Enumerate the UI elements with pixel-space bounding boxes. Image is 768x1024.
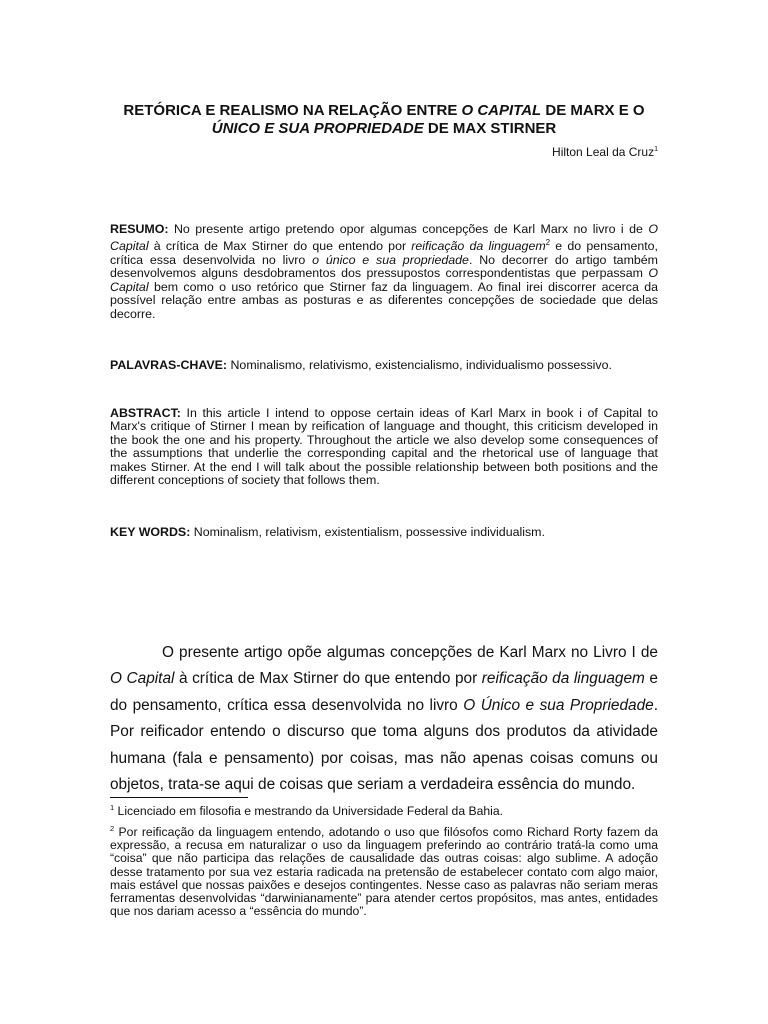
body-italic: O Único e sua Propriedade — [463, 696, 654, 714]
title-italic: ÚNICO E SUA PROPRIEDADE — [211, 120, 424, 137]
abstract-section — [110, 407, 658, 487]
resumo-text: bem como o uso retórico que Stirner faz da linguagem. Ao final irei discorrer acerca da possível relação entre ambas as posturas e as diferentes concepções de sociedade que delas decorre. — [110, 279, 658, 321]
footnote-mark: 2 — [110, 824, 115, 833]
resumo-text: . No decorrer do artigo também desenvolvemos alguns desdobramentos dos pressupostos correspondentistas que perpassam — [110, 252, 659, 281]
title-text: DE MAX STIRNER — [423, 120, 557, 137]
key-words-text: Nominalism, relativism, existentialism, possessive individualism. — [190, 525, 545, 539]
resumo-text: No presente artigo pretendo opor algumas concepções de Karl Marx no livro i de — [168, 222, 649, 236]
footnote-ref: 1 — [654, 146, 658, 153]
body-text: e do pensamento, crítica essa desenvolvida no livro — [110, 670, 658, 714]
body-italic: O Capital — [110, 670, 175, 688]
resumo-text: e do pensamento, crítica essa desenvolvida no livro — [110, 239, 658, 267]
footnote-text: Por reificação da linguagem entendo, adotando o uso que filósofos como Richard Rorty fazem da expressão, a recusa em naturalizar o uso da linguagem preferindo ao contrário tratá-la como uma “coisa” que não participa das relações de causalidade das outras coisas: algo sublime. A adoção desse tratamento por sua vez estaria radicada na pretensão de estabelecer contato com algo maior, mais estável que nossas paixões e desejos contingentes. Nesse caso as palavras não seriam meras ferramentas desenvolvidas “darwinianamente” para atender certos propósitos, mas antes, entidades que nos dariam acesso a “essência do mundo”. — [110, 825, 658, 919]
body-text: O presente artigo opõe algumas concepções de Karl Marx no Livro I de — [162, 644, 658, 661]
body-text: à crítica de Max Stirner do que entendo por — [174, 670, 482, 688]
resumo-section — [110, 223, 658, 321]
abstract-label: ABSTRACT: — [110, 406, 181, 420]
body-italic: reificação da linguagem — [481, 670, 645, 688]
title-text: RETÓRICA E REALISMO NA RELAÇÃO ENTRE — [123, 102, 462, 119]
footnote-mark: 1 — [110, 803, 115, 812]
resumo-text: à crítica de Max Stirner do que entendo por — [148, 239, 412, 254]
title-line-1 — [100, 102, 668, 120]
resumo-label: RESUMO: — [110, 222, 169, 236]
footnote-ref: 2 — [545, 238, 551, 248]
title-text: DE MARX E O — [541, 102, 645, 119]
palavras-chave-text: Nominalismo, relativismo, existencialismo, individualismo possessivo. — [227, 358, 612, 372]
document-title — [100, 102, 668, 138]
resumo-italic: reificação da linguagem — [411, 239, 546, 254]
body-text: . Por reificador entendo o discurso que toma alguns dos produtos da atividade humana (fala e pensamento) por coisas, mas não apenas coisas comuns ou objetos, trata-se aqui de coisas que seriam a verdadeira essência do mundo. — [110, 696, 658, 794]
footnote-1 — [110, 801, 658, 818]
title-italic: O CAPITAL — [461, 102, 542, 119]
key-words-label: KEY WORDS: — [110, 525, 191, 539]
resumo-italic: o único e sua propriedade — [312, 252, 469, 267]
footnote-divider — [110, 797, 248, 798]
abstract-text: In this article I intend to oppose certain ideas of Karl Marx in book i of Capital to Marx's critique of Stirner I mean by reification of language and thought, this criticism developed in the book the one and his property. Throughout the article we also develop some consequences of the assumptions that underlie the corresponding capital and the rhetorical use of language that makes Stirner. At the end I will talk about the possible relationship between both positions and the different conceptions of society that follows them. — [110, 406, 658, 488]
palavras-chave-section — [110, 359, 658, 372]
palavras-chave-label: PALAVRAS-CHAVE: — [110, 358, 228, 372]
author-text: Hilton Leal da Cruz — [552, 145, 655, 159]
key-words-section — [110, 526, 658, 539]
body-paragraph — [110, 640, 658, 798]
title-line-2 — [100, 120, 668, 138]
author-name — [552, 145, 658, 159]
resumo-italic: O Capital — [110, 222, 658, 254]
footnote-text: Licenciado em filosofia e mestrando da Universidade Federal da Bahia. — [114, 804, 504, 819]
resumo-italic: O Capital — [110, 266, 658, 294]
footnote-2 — [110, 822, 658, 918]
